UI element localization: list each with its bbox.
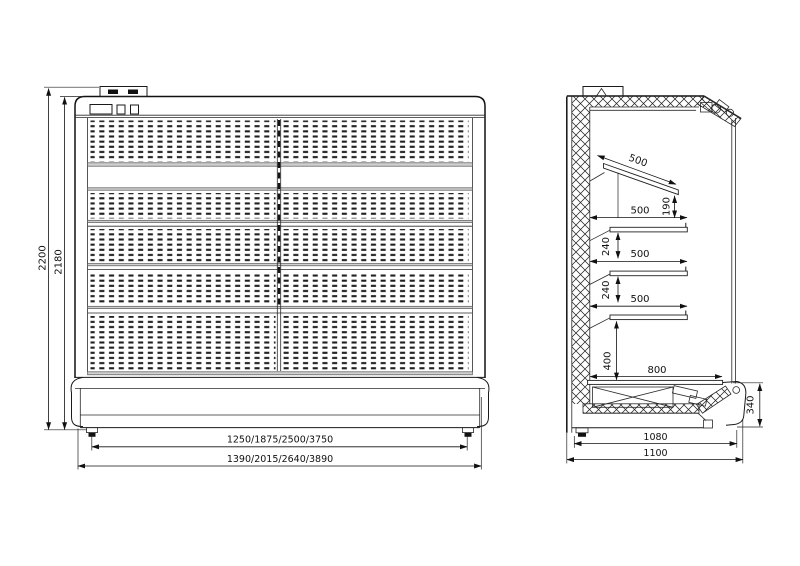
- front-base: [71, 377, 489, 436]
- dim-240-a: [601, 233, 618, 258]
- top-junction-box: [583, 87, 623, 97]
- deck-plate: [588, 380, 723, 384]
- right-end-bumper: [477, 377, 489, 426]
- front-view: [38, 87, 489, 470]
- back-foot-pad: [578, 433, 586, 437]
- switch: [117, 105, 125, 114]
- shelf3-edge: [88, 264, 473, 266]
- dim-190: [661, 196, 674, 218]
- shelf1-slanted: [590, 153, 678, 195]
- controller-display: [90, 105, 112, 115]
- back-wall-insulation: [572, 107, 590, 404]
- dim-shelf4-depth: 500: [630, 294, 650, 305]
- right-foot-pad: [465, 433, 472, 437]
- dim-400: [602, 321, 616, 379]
- bumper-tube: [733, 387, 740, 394]
- canopy-insulation: [567, 96, 741, 127]
- dim-shelf3-depth: 500: [630, 249, 650, 261]
- canopy-electrical-box: [100, 87, 147, 97]
- dim-deck-depth: 800: [647, 365, 667, 376]
- shelf2-edge: [88, 220, 473, 222]
- left-foot: [87, 428, 98, 433]
- dim-overall-depth: 1100: [643, 447, 668, 459]
- shelf4-edge: [88, 306, 473, 308]
- side-view: [567, 87, 763, 464]
- dim-well-height: 400: [602, 351, 614, 371]
- front-height-dimensions: [38, 87, 100, 430]
- perforated-back-panels: [91, 121, 469, 370]
- triangle-mark: [597, 89, 607, 97]
- box-terminal: [108, 90, 118, 95]
- front-base-leg: [704, 420, 713, 428]
- dim-case-depth: 1080: [643, 431, 668, 443]
- dim-240-b: [601, 277, 618, 302]
- dim-interior-height: 2180: [53, 249, 65, 275]
- back-foot: [576, 428, 588, 433]
- dim-widths-overall: 1390/2015/2640/3890: [226, 453, 334, 465]
- dim-overall-height: 2200: [37, 245, 49, 271]
- dim-top-shelf-front-drop: 190: [661, 196, 673, 217]
- dim-shelf2-depth: 500: [630, 205, 650, 217]
- shelf2: [590, 205, 688, 240]
- dim-gap-shelf3-shelf4: 240: [600, 280, 612, 300]
- dim-front-base-height: 340: [745, 395, 757, 415]
- side-depth-dimensions: [567, 419, 743, 463]
- dim-widths-inner: 1250/1875/2500/3750: [226, 434, 334, 446]
- dim-340: [733, 383, 763, 427]
- center-divider: [277, 119, 280, 371]
- shelf4-bracket: [590, 318, 611, 329]
- side-base: [572, 413, 713, 437]
- controller-and-switches: [90, 105, 139, 115]
- front-width-dimensions: [78, 397, 481, 470]
- switch: [131, 105, 139, 114]
- dim-gap-shelf2-shelf3: 240: [600, 236, 612, 257]
- dim-top-shelf-depth: 500: [627, 152, 649, 170]
- deck-edge: [88, 372, 473, 375]
- right-foot: [463, 428, 474, 433]
- left-end-bumper: [71, 377, 83, 426]
- box-terminal: [128, 90, 138, 95]
- shelf1-bracket: [590, 173, 605, 182]
